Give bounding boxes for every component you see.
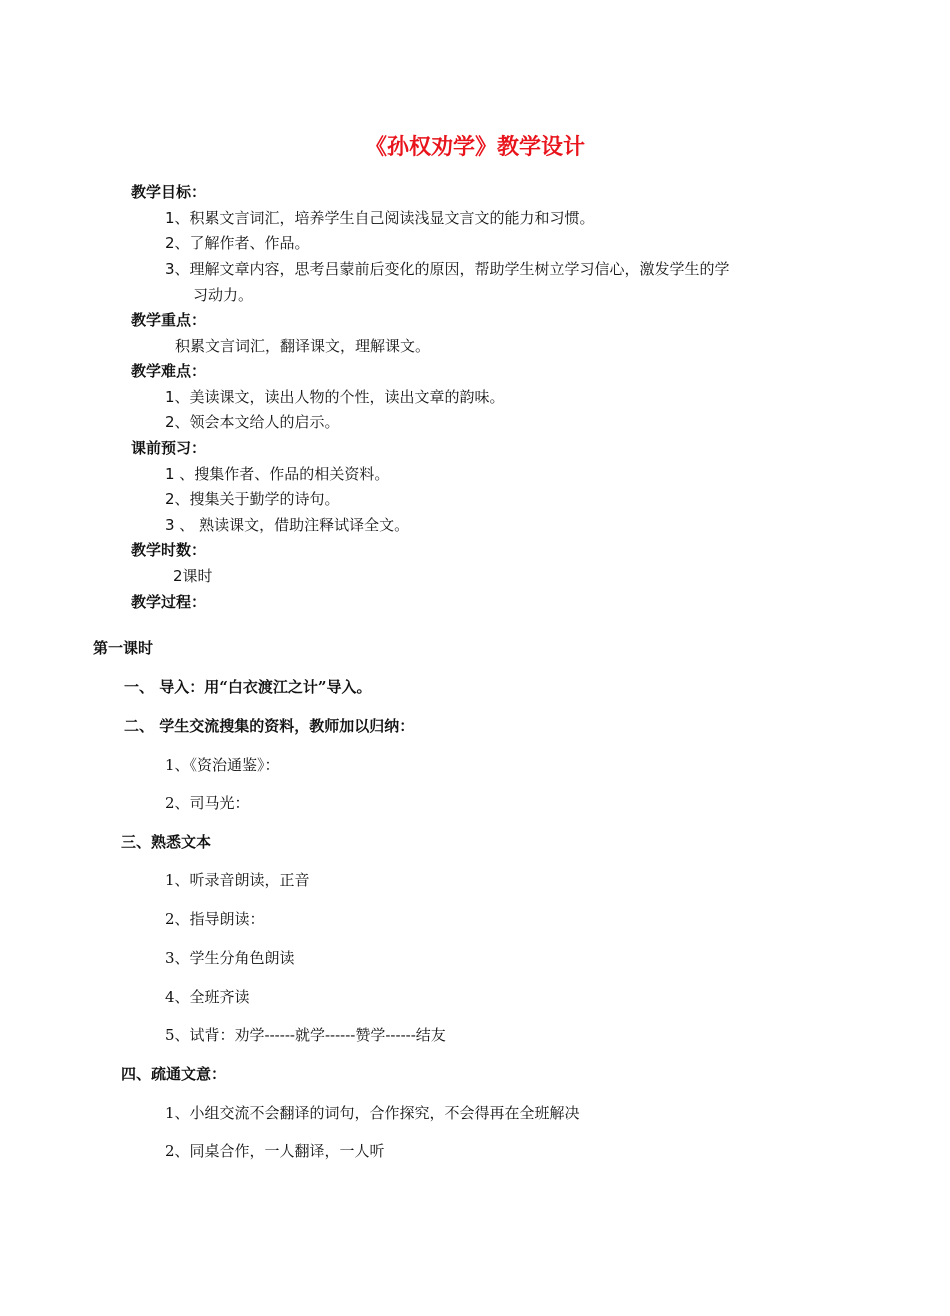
section-title: 三、熟悉文本 bbox=[121, 833, 212, 851]
goal-item-continued: 习动力。 bbox=[193, 286, 254, 304]
section-title: 四、疏通文意： bbox=[121, 1065, 227, 1083]
difficulties-heading: 教学难点： bbox=[131, 362, 207, 380]
hours-value: 2课时 bbox=[173, 567, 213, 585]
difficulty-item: 2、领会本文给人的启示。 bbox=[165, 413, 340, 431]
section-title: 二、 学生交流搜集的资料，教师加以归纳： bbox=[124, 717, 415, 735]
key-point-item: 积累文言词汇，翻译课文，理解课文。 bbox=[175, 337, 431, 355]
section-item: 2、同桌合作，一人翻译，一人听 bbox=[165, 1142, 385, 1160]
document-title: 《孙权劝学》教学设计 bbox=[364, 135, 585, 160]
section-item: 3、学生分角色朗读 bbox=[165, 949, 295, 967]
section-item: 2、指导朗读： bbox=[165, 910, 265, 928]
difficulty-item: 1、美读课文，读出人物的个性，读出文章的韵味。 bbox=[165, 388, 505, 406]
lesson-title: 第一课时 bbox=[93, 639, 154, 657]
hours-heading: 教学时数： bbox=[131, 541, 207, 559]
preview-item: 2、搜集关于勤学的诗句。 bbox=[165, 490, 340, 508]
section-item: 5、试背：劝学------就学------赞学------结友 bbox=[165, 1026, 446, 1044]
section-item: 4、全班齐读 bbox=[165, 988, 250, 1006]
section-item: 1、小组交流不会翻译的词句，合作探究，不会得再在全班解决 bbox=[165, 1104, 580, 1122]
section-title: 一、 导入：用“白衣渡江之计”导入。 bbox=[124, 678, 372, 696]
process-heading: 教学过程： bbox=[131, 593, 207, 611]
key-points-heading: 教学重点： bbox=[131, 311, 207, 329]
preview-item: 3 、 熟读课文，借助注释试译全文。 bbox=[165, 516, 410, 534]
section-item: 1、《资治通鉴》： bbox=[165, 756, 280, 774]
preview-heading: 课前预习： bbox=[131, 439, 207, 457]
section-item: 2、司马光： bbox=[165, 794, 250, 812]
preview-item: 1 、搜集作者、作品的相关资料。 bbox=[165, 465, 390, 483]
goals-heading: 教学目标： bbox=[131, 183, 207, 201]
goal-item: 2、了解作者、作品。 bbox=[165, 234, 310, 252]
section-item: 1、听录音朗读，正音 bbox=[165, 871, 310, 889]
goal-item: 3、理解文章内容，思考吕蒙前后变化的原因，帮助学生树立学习信心，激发学生的学 bbox=[165, 260, 730, 278]
goal-item: 1、积累文言词汇，培养学生自己阅读浅显文言文的能力和习惯。 bbox=[165, 209, 595, 227]
